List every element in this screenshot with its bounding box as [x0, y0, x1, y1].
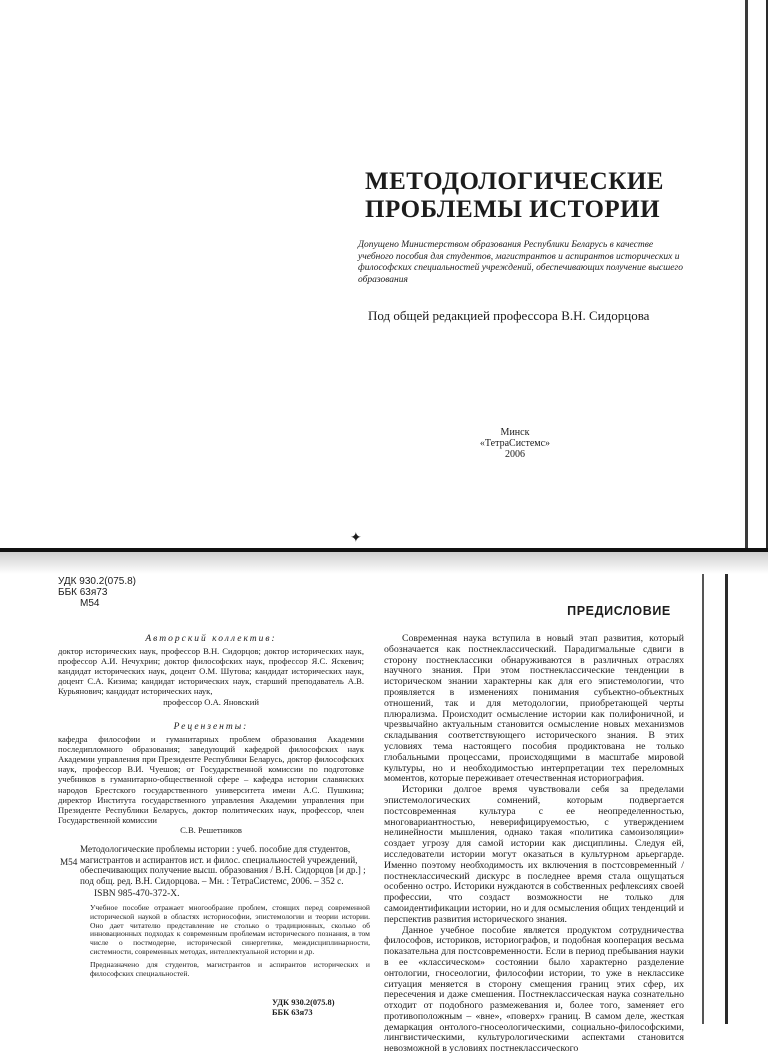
bbk-code: ББК 63я73: [58, 587, 108, 598]
scan-mark-icon: ✦: [350, 531, 362, 546]
city: Минск: [500, 427, 530, 438]
spread-bottom: [0, 574, 768, 1055]
authors-section: [58, 630, 364, 707]
book-title-line1: МЕТОДОЛОГИЧЕСКИЕ: [365, 168, 664, 195]
reviewers-section: [58, 718, 364, 835]
authors-text: доктор исторических наук, профессор В.Н. Сидорцов; доктор исторических наук, профессор А.И. Нечухрин; доктор философских наук, профессор Я.С. Яскевич; кандидат исторических наук, доцент О.М. Шутова; кандидат исторических наук, доцент С.А. Кизима; кандидат исторических наук, старший преподаватель А.В. Курьянович; кандидат исторических наук,: [58, 646, 364, 697]
page-edge-line: [702, 574, 704, 1024]
editor-line: Под общей редакцией профессора В.Н. Сидорцова: [368, 308, 650, 323]
annotation: Учебное пособие отражает многообразие проблем, стоящих перед современной исторической наукой в областях историософии, эпистемологии и теории истории. Оно дает читателю представление не столько о традиционных, сколько об инновационных подходах к современным проблемам исторического познания, в том числе о постмодерне, исторической синергетике, междисциплинарности, системности, современных методах, интеллектуальной истории и др.: [90, 902, 370, 956]
bbk-code-footer: ББК 63я73: [272, 1008, 313, 1017]
page-edge-line: [745, 0, 748, 548]
book-title-line2: ПРОБЛЕМЫ ИСТОРИИ: [365, 196, 661, 223]
annotation-audience: Предназначено для студентов, магистрантов и аспирантов исторических и философских специальностей.: [90, 959, 370, 978]
publisher-imprint: [470, 427, 560, 460]
biblio-text: Методологические проблемы истории : учеб. пособие для студентов, магистрантов и аспирантов ист. и филос. специальностей учреждений, обеспечивающих получение высш. образования / В.Н. Сидорцов [и др.] ; под общ. ред. В.Н. Сидорцова. – Мн. : ТетраСистемс, 2006. – 352 с.: [80, 844, 366, 886]
year: 2006: [505, 449, 525, 460]
page-edge-line-outer: [725, 574, 728, 1024]
isbn: ISBN 985-470-372-X.: [94, 889, 180, 900]
book-title: [365, 168, 705, 224]
preface-paragraph: Современная наука вступила в новый этап развития, который обозначается как постнеклассический. Парадигмальные сдвиги в сторону постнеклассики обнаруживаются в различных отраслях научного знания. При этом постнеклассические тенденции в историческом знании характерны как для его эпистемологии, что проявляется в изменениях понимания субъектно-объектных отношений, так и для методологии, приобретающей черты плюрализма. Происходит осмысление истории как полифоничной, и чрезвычайно актуальным становится осмысление новых механизмов складывания соответствующего исторического знания. В этих условиях тема настоящего пособия продиктована не только глобальными процессами, происходящими в масштабе мировой культуры, но и необходимостью интерпретации тех переломных моментов, которые переживает отечественная историография.: [384, 633, 684, 785]
authors-last: профессор О.А. Яновский: [163, 696, 259, 707]
author-mark: М54: [80, 598, 100, 609]
preface-title: ПРЕДИСЛОВИЕ: [567, 604, 671, 618]
bibliographic-record: [60, 844, 370, 978]
separator-shadow: [0, 552, 768, 574]
preface-paragraph: Историки долгое время чувствовали себя за пределами эпистемологических сомнений, которым подвергается постсовременная культура с ее неопределенностью, многовариантностью, неверифицируемостью, с утверждением нелинейности мышления, однако такая «политика самоизоляции» создает угрозу для самой истории как дисциплины. Следуя ей, исследователи истории могут оказаться в культурном арьергарде. Именно поэтому необходимость их включения в постсовременный / постнеклассический дискурс в последнее время стала ощущаться особенно остро. Историки нуждаются в собственных рефлексиях своей профессии, что создаст возможности не только для самоидентификации истории, но и для осмысления общих тенденций и перспектив развития исторического знания.: [384, 784, 684, 925]
udk-code-footer: УДК 930.2(075.8): [272, 998, 335, 1007]
approval-note: Допущено Министерством образования Республики Беларусь в качестве учебного пособия для студентов, магистрантов и аспирантов исторических и философских специальностей учреждений, обеспечивающих получение высшего образования: [358, 240, 683, 285]
reviewers-last: С.В. Решетников: [180, 824, 242, 835]
preface-paragraph: Данное учебное пособие является продуктом сотрудничества философов, историков, историографов, и подобная кооперация весьма показательна для постсовременности. Если в период пребывания науки в ее «классическом» состоянии было характерно разделение онтологии, гносеологии, философии истории, то уже в неклассике ситуация меняется в сторону смещения границ этих сфер, их пересечения и даже смешения. Постнеклассическая наука сознательно отходит от подобного размежевания и, более того, заменяет его противоположным – «вне», «поверх» границ. В самом деле, жесткая демаркация онтолого-гносеологическими, социально-философскими, лингвистическими, культурологическими аспектами становится невозможной в условиях постнеклассического: [384, 924, 684, 1055]
reviewers-heading: Рецензенты:: [173, 722, 249, 732]
reviewers-text: кафедра философии и гуманитарных проблем образования Академии последипломного образования; заведующий кафедрой философских наук Академии управления при Президенте Республики Беларусь, доктор философских наук, профессор В.И. Чуешов; от Государственной комиссии по подготовке учебников в гуманитарно-общественной сфере – кафедра истории славянских народов Брестского государственного университета имени А.С. Пушкина; директор Института государственного управления Академии управления при Президенте Республики Беларусь, доктор политических наук, профессор, член Государственной комиссии: [58, 734, 364, 825]
classification-block: [58, 576, 136, 609]
classification-footer: [272, 998, 335, 1018]
biblio-code: М54: [60, 857, 78, 867]
authors-heading: Авторский коллектив:: [145, 634, 277, 644]
preface-column: [384, 604, 684, 1055]
publisher: «ТетраСистемс»: [479, 438, 551, 449]
udk-code: УДК 930.2(075.8): [58, 576, 136, 587]
